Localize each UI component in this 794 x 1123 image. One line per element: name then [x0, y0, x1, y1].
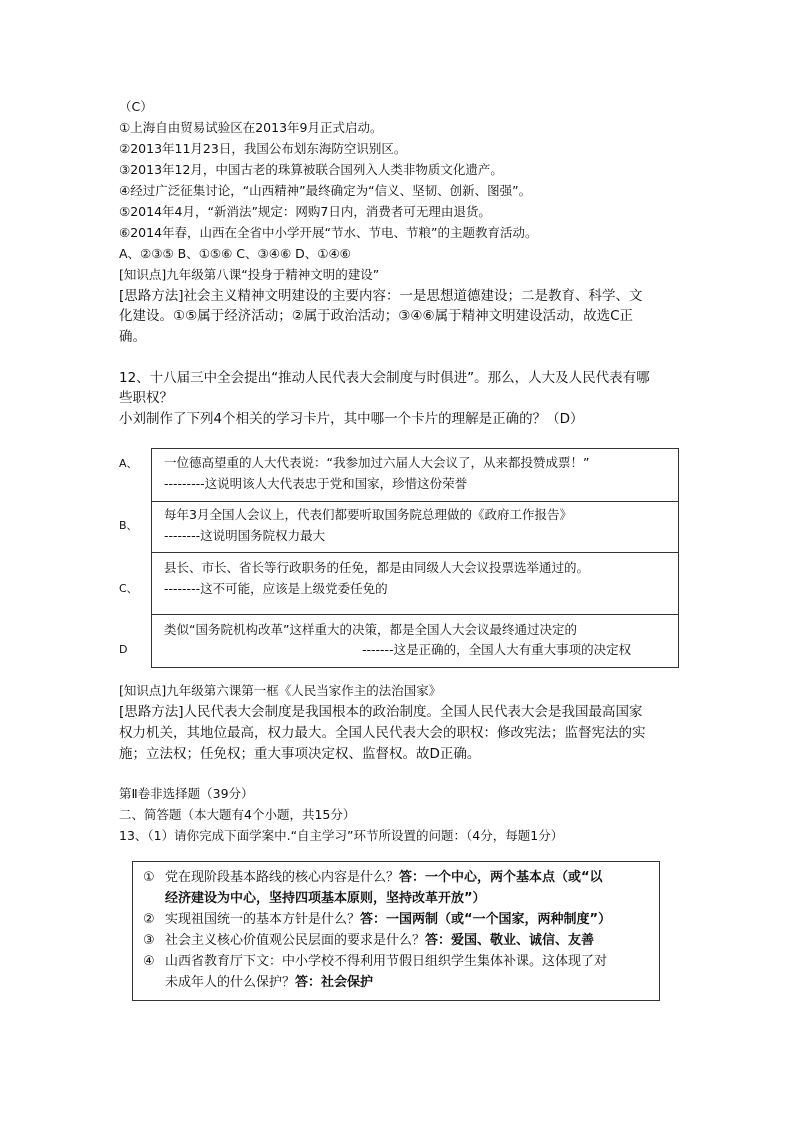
item-answer: 答：社会保护: [295, 975, 374, 990]
q11-method-line-3: 确。: [119, 329, 146, 345]
q11-event-4: ④经过广泛征集讨论，“山西精神”最终确定为“信义、坚韧、创新、图强”。: [119, 183, 532, 198]
q12-knowledge: [知识点]九年级第六课第一框《人民当家作主的法治国家》: [119, 683, 442, 698]
card-c-line-2: --------这不可能，应该是上级党委任免的: [164, 581, 388, 596]
item-answer: 答：一国两制（或“一个国家，两种制度”）: [360, 912, 612, 927]
q13-item-1: [143, 869, 603, 886]
card-b-line-1: 每年3月全国人会议上，代表们都要听取国务院总理做的《政府工作报告》: [164, 507, 572, 522]
q13-answer-box: [132, 861, 660, 1001]
card-c-label: C、: [119, 582, 138, 595]
item-question: 社会主义核心价值观公民层面的要求是什么？: [165, 933, 426, 948]
q11-knowledge: [知识点]九年级第八课“投身于精神文明的建设”: [119, 267, 380, 282]
q12-method-line-1: [思路方法]人民代表大会制度是我国根本的政治制度。全国人民代表大会是我国最高国家: [119, 704, 643, 720]
q13-item-3: [143, 932, 594, 949]
q11-event-6: ⑥2014年春，山西在全省中小学开展“节水、节电、节粮”的主题教育活动。: [119, 225, 538, 240]
item-question-cont: 未成年人的什么保护？: [165, 975, 296, 990]
q11-event-3: ③2013年12月，中国古老的珠算被联合国列入人类非物质文化遗产。: [119, 162, 503, 177]
card-a-line-2: ---------这说明该人大代表忠于党和国家，珍惜这份荣誉: [164, 476, 468, 491]
q12-stem-line-3: 小刘制作了下列4个相关的学习卡片，其中哪一个卡片的理解是正确的？（D）: [119, 411, 584, 427]
q13-intro: 13、（1）请你完成下面学案中.“自主学习”环节所设置的问题：（4分，每题1分）: [119, 828, 564, 843]
item-number: ③: [143, 933, 155, 948]
item-answer-cont: 经济建设为中心，坚持四项基本原则，坚持改革开放”）: [165, 891, 486, 906]
q12-method-line-3: 施；立法权；任免权；重大事项决定权、监督权。故D正确。: [119, 746, 481, 762]
q12-method-line-2: 权力机关，其地位最高，权力最大。全国人民代表大会的职权：修改宪法；监督宪法的实: [119, 725, 646, 741]
item-question: 山西省教育厅下文：中小学校不得利用节假日组织学生集体补课。这体现了对: [165, 954, 608, 969]
card-d-line-1: 类似“国务院机构改革”这样重大的决策，都是全国人大会议最终通过决定的: [164, 622, 577, 637]
card-a-line-1: 一位德高望重的人大代表说：“我参加过六届人大会议了，从来都投赞成票！”: [164, 455, 590, 470]
study-cards: [151, 448, 679, 668]
card-d-label: D: [119, 643, 128, 656]
item-number: ②: [143, 912, 155, 927]
q13-item-4: [143, 953, 607, 970]
card-d-line-2: -------这是正确的，全国人大有重大事项的决定权: [362, 642, 632, 657]
q11-event-2: ②2013年11月23日，我国公布划东海防空识别区。: [119, 141, 407, 156]
q11-event-5: ⑤2014年4月，“新消法”规定：网购7日内，消费者可无理由退货。: [119, 204, 491, 219]
item-answer: 答：爱国、敬业、诚信、友善: [425, 933, 595, 948]
q11-answer: （C）: [119, 99, 153, 114]
part2-section: 二、简答题（本大题有4个小题，共15分）: [119, 807, 356, 822]
q13-item-2: [143, 911, 611, 928]
q11-method-line-2: 化建设。①⑤属于经济活动；②属于政治活动；③④⑥属于精神文明建设活动，故选C正: [119, 308, 634, 324]
item-number: ①: [143, 870, 155, 885]
q11-event-1: ①上海自由贸易试验区在2013年9月正式启动。: [119, 120, 383, 135]
card-divider: [152, 552, 678, 553]
item-answer: 答：一个中心，两个基本点（或“以: [399, 870, 603, 885]
card-a-label: A、: [119, 457, 138, 470]
item-question: 实现祖国统一的基本方针是什么？: [165, 912, 361, 927]
item-question: 党在现阶段基本路线的核心内容是什么？: [165, 870, 400, 885]
q12-stem-line-2: 些职权？: [119, 390, 173, 406]
card-divider: [152, 614, 678, 615]
q12-stem-line-1: 12、十八届三中全会提出“推动人民代表大会制度与时俱进”。那么，人大及人民代表有哪: [119, 370, 650, 386]
q13-item-4-cont: [143, 974, 373, 991]
card-b-label: B、: [119, 519, 138, 532]
card-b-line-2: --------这说明国务院权力最大: [164, 528, 326, 543]
q11-options: A、②③⑤ B、①⑤⑥ C、③④⑥ D、①④⑥: [119, 246, 351, 261]
card-divider: [152, 501, 678, 502]
part2-title: 第Ⅱ卷非选择题（39分）: [119, 786, 254, 801]
q13-item-1-cont: [143, 890, 486, 907]
q11-method-line-1: [思路方法]社会主义精神文明建设的主要内容：一是思想道德建设；二是教育、科学、文: [119, 288, 643, 304]
card-c-line-1: 县长、市长、省长等行政职务的任免，都是由同级人大会议投票选举通过的。: [164, 560, 590, 575]
item-number: ④: [143, 954, 155, 969]
